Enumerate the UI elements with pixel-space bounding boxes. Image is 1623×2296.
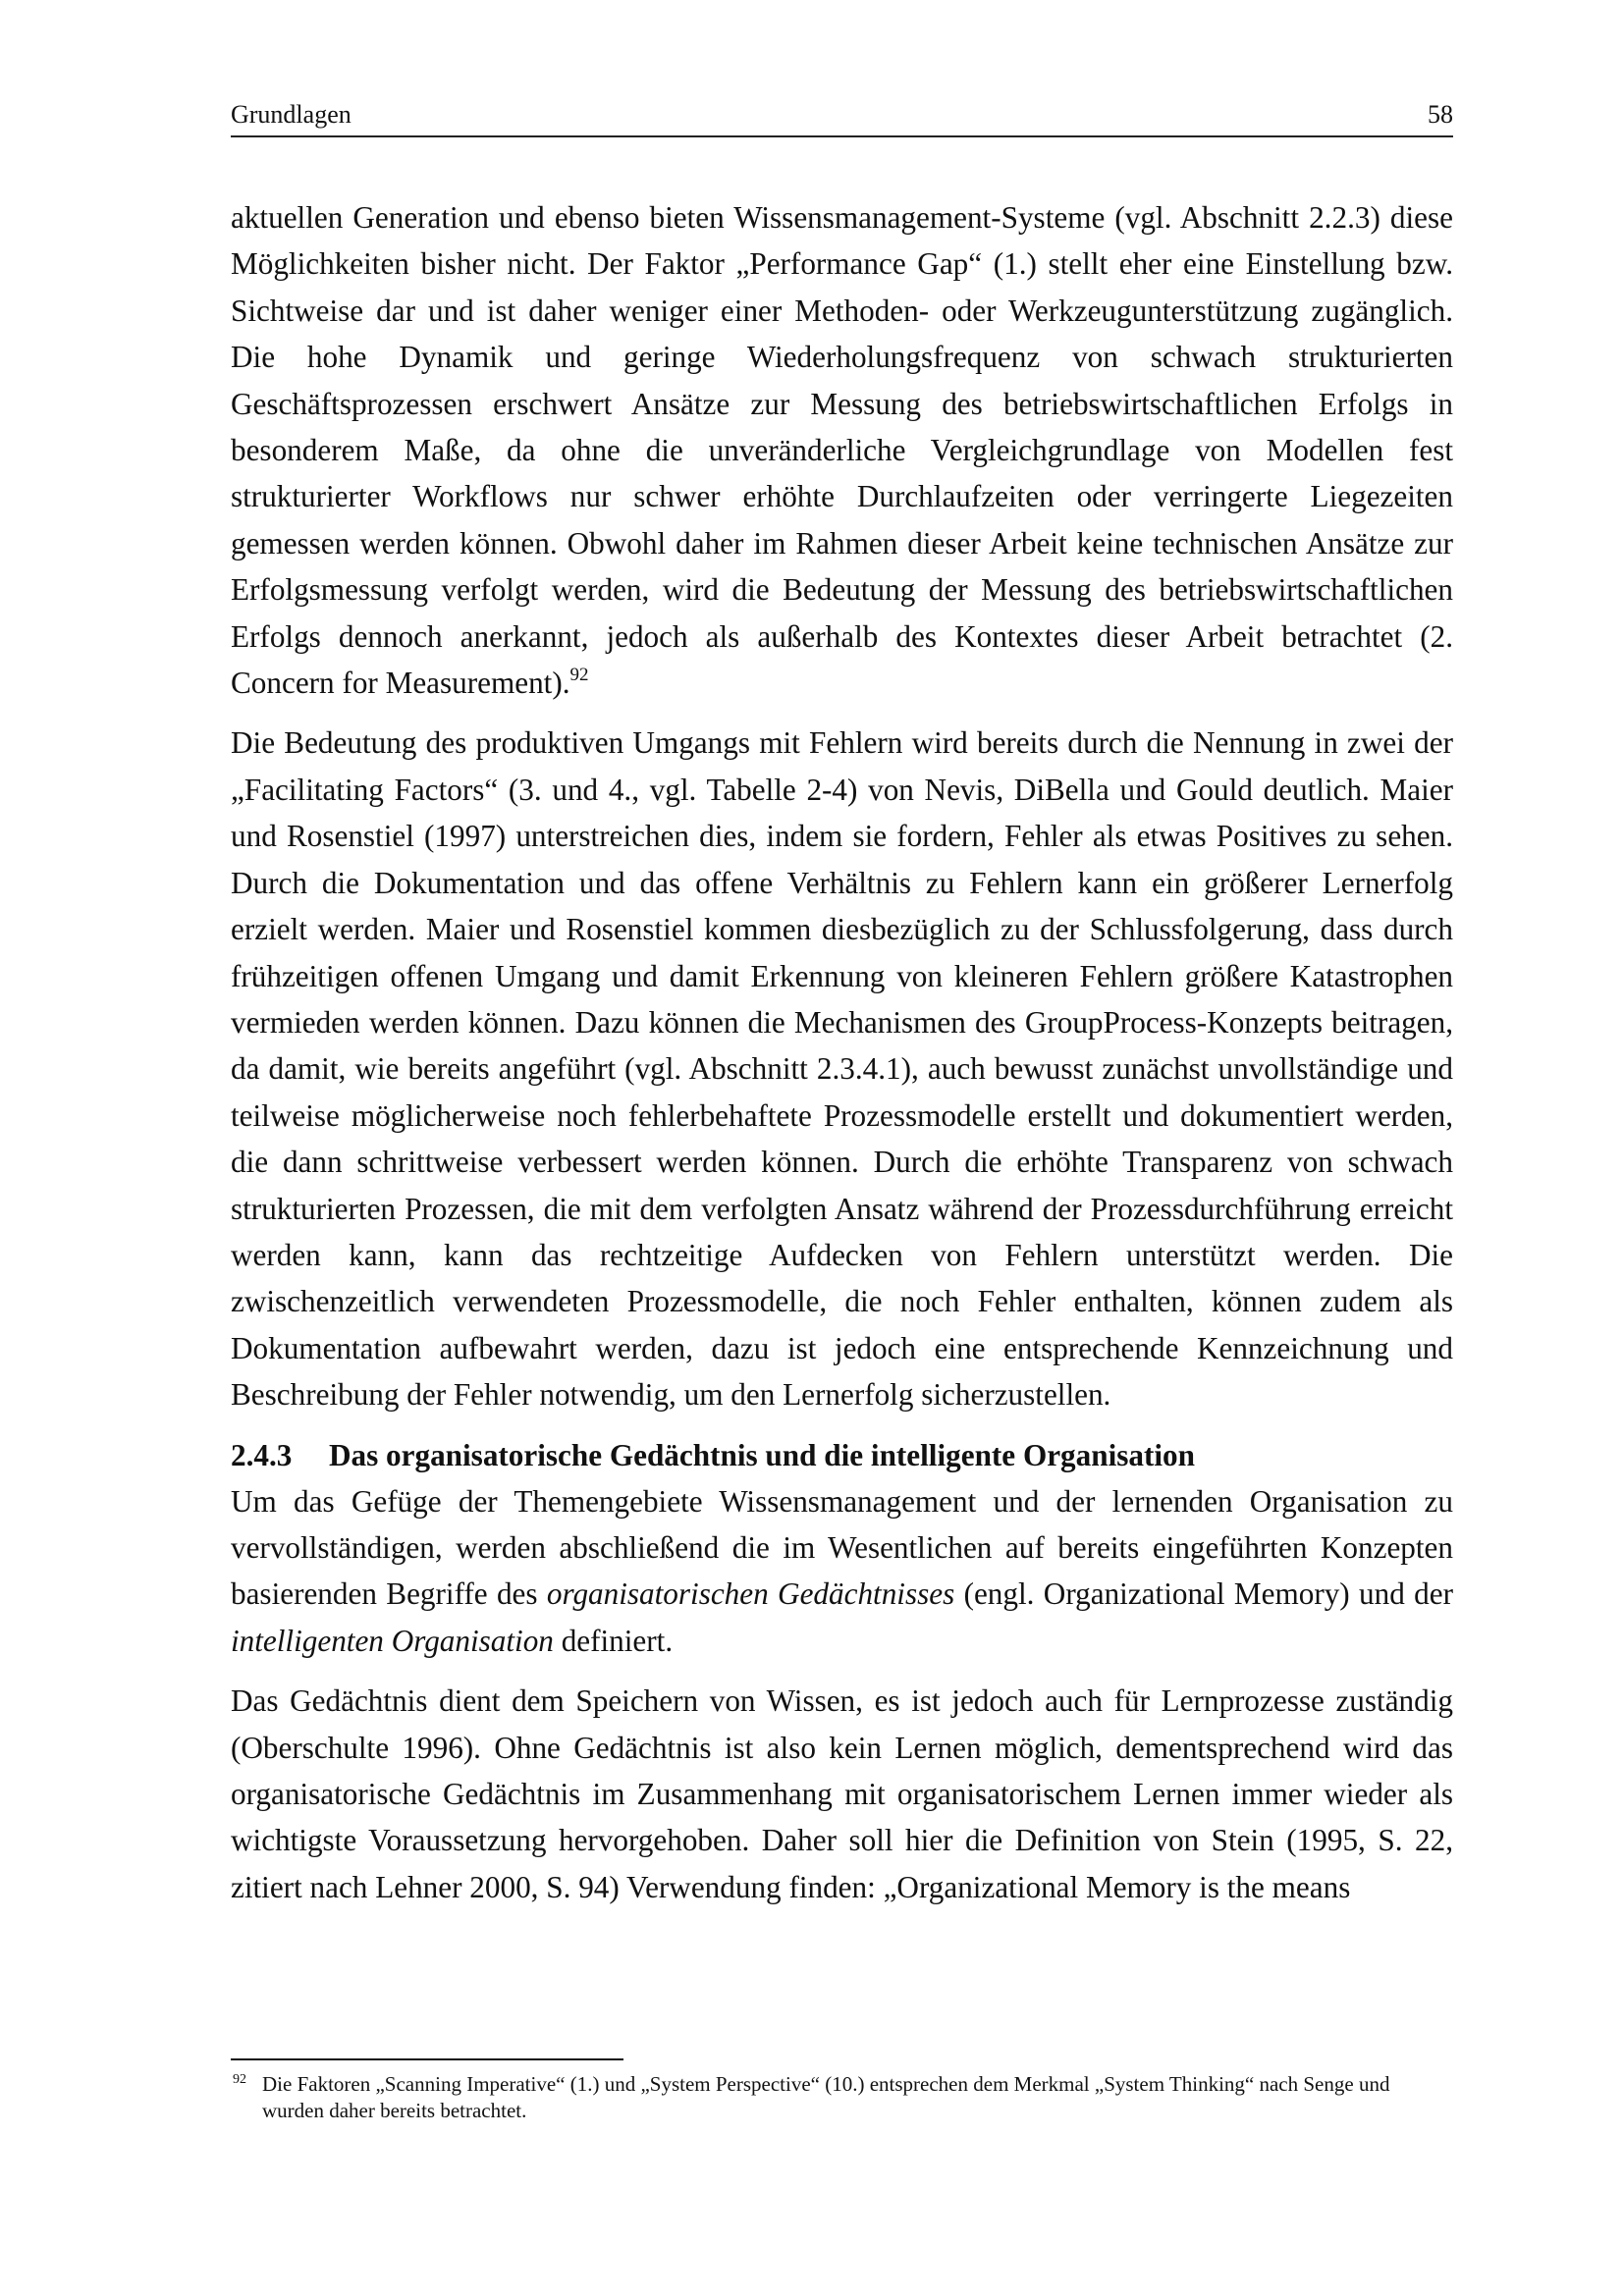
section-title: Das organisatorische Gedächtnis und die intelligente Organisation [329,1437,1195,1472]
page-number: 58 [1428,100,1453,129]
section-number: 2.4.3 [231,1437,293,1472]
section-heading [231,1432,1453,1478]
paragraph-memory-definition: Das Gedächtnis dient dem Speichern von Wissen, es ist jedoch auch für Lernprozesse zuständig (Oberschulte 1996). Ohne Gedächtnis ist also kein Lernen möglich, dementsprechend wird das organisatorische Gedächtnis im Zusammenhang mit organisatorischem Lernen immer wieder als wichtigste Voraussetzung hervorgehoben. Daher soll hier die Definition von Stein (1995, S. 22, zitiert nach Lehner 2000, S. 94) Verwendung finden: „Organizational Memory is the means [231,1683,1453,1904]
paragraph-text: definiert. [553,1623,674,1658]
paragraph-text: aktuellen Generation und ebenso bieten Wissensmanagement-Systeme (vgl. Abschnitt 2.2.3) diese Möglichkeiten bisher nicht. Der Faktor „Performance Gap“ (1.) stellt eher eine Einstellung bzw. Sichtweise dar und ist daher weniger einer Methoden- oder Werkzeugunterstützung zugänglich. Die hohe Dynamik und geringe Wiederholungsfrequenz von schwach strukturierten Geschäftsprozessen erschwert Ansätze zur Messung des betriebswirtschaftlichen Erfolgs in besonderem Maße, da ohne die unveränderliche Vergleichgrundlage von Modellen fest strukturierter Workflows nur schwer erhöhte Durchlaufzeiten oder verringerte Liegezeiten gemessen werden können. Obwohl daher im Rahmen dieser Arbeit keine technischen Ansätze zur Erfolgsmessung verfolgt werden, wird die Bedeutung der Messung des betriebswirtschaftlichen Erfolgs dennoch anerkannt, jedoch als außerhalb des Kontextes dieser Arbeit betrachtet (2. Concern for Measurement). [231,200,1453,701]
footnote-number: 92 [233,2072,246,2087]
paragraph-error-handling: Die Bedeutung des produktiven Umgangs mit Fehlern wird bereits durch die Nennung in zwei der „Facilitating Factors“ (3. und 4., vgl. Tabelle 2-4) von Nevis, DiBella und Gould deutlich. Maier und Rosenstiel (1997) unterstreichen dies, indem sie fordern, Fehler als etwas Positives zu sehen. Durch die Dokumentation und das offene Verhältnis zu Fehlern kann ein größerer Lernerfolg erzielt werden. Maier und Rosenstiel kommen diesbezüglich zu der Schlussfolgerung, dass durch frühzeitigen offenen Umgang und damit Erkennung von kleineren Fehlern größere Katastrophen vermieden werden können. Dazu können die Mechanismen des GroupProcess-Konzepts beitragen, da damit, wie bereits angeführt (vgl. Abschnitt 2.3.4.1), auch bewusst zunächst unvollständige und teilweise möglicherweise noch fehlerbehaftete Prozessmodelle erstellt und dokumentiert werden, die dann schrittweise verbessert werden können. Durch die erhöhte Transparenz von schwach strukturierten Prozessen, die mit dem verfolgten Ansatz während der Prozessdurchführung erreicht werden kann, kann das rechtzeitige Aufdecken von Fehlern unterstützt werden. Die zwischenzeitlich verwendeten Prozessmodelle, die noch Fehler enthalten, können zudem als Dokumentation aufbewahrt werden, dazu ist jedoch eine entsprechende Kennzeichnung und Beschreibung der Fehler notwendig, um den Lernerfolg sicherzustellen. [231,725,1453,1413]
page-header [231,96,1453,137]
paragraph-definitions-intro [231,1478,1453,1665]
paragraph-text: (engl. Organizational Memory) und der [954,1576,1453,1612]
footnote [231,2071,1453,2124]
footnote-reference[interactable]: 92 [569,665,589,686]
paragraph-performance-gap [231,194,1453,706]
running-title: Grundlagen [231,100,352,129]
page-body [231,194,1453,1924]
footnote-separator [231,2058,623,2060]
paragraph-text: Um das Gefüge der Themengebiete Wissensmanagement und der lernenden Organisation zu vervollständigen, werden abschließend die im Wesentlichen auf bereits eingeführten Konzepten basierenden Begriffe des [231,1483,1453,1612]
emphasized-term-intelligent-organization: intelligenten Organisation [231,1623,554,1658]
emphasized-term-organizational-memory: organisatorischen Gedächtnisses [546,1576,955,1612]
footnote-text: Die Faktoren „Scanning Imperative“ (1.) und „System Perspective“ (10.) entsprechen dem Merkmal „System Thinking“ nach Senge und wurden daher bereits betrachtet. [262,2072,1390,2122]
